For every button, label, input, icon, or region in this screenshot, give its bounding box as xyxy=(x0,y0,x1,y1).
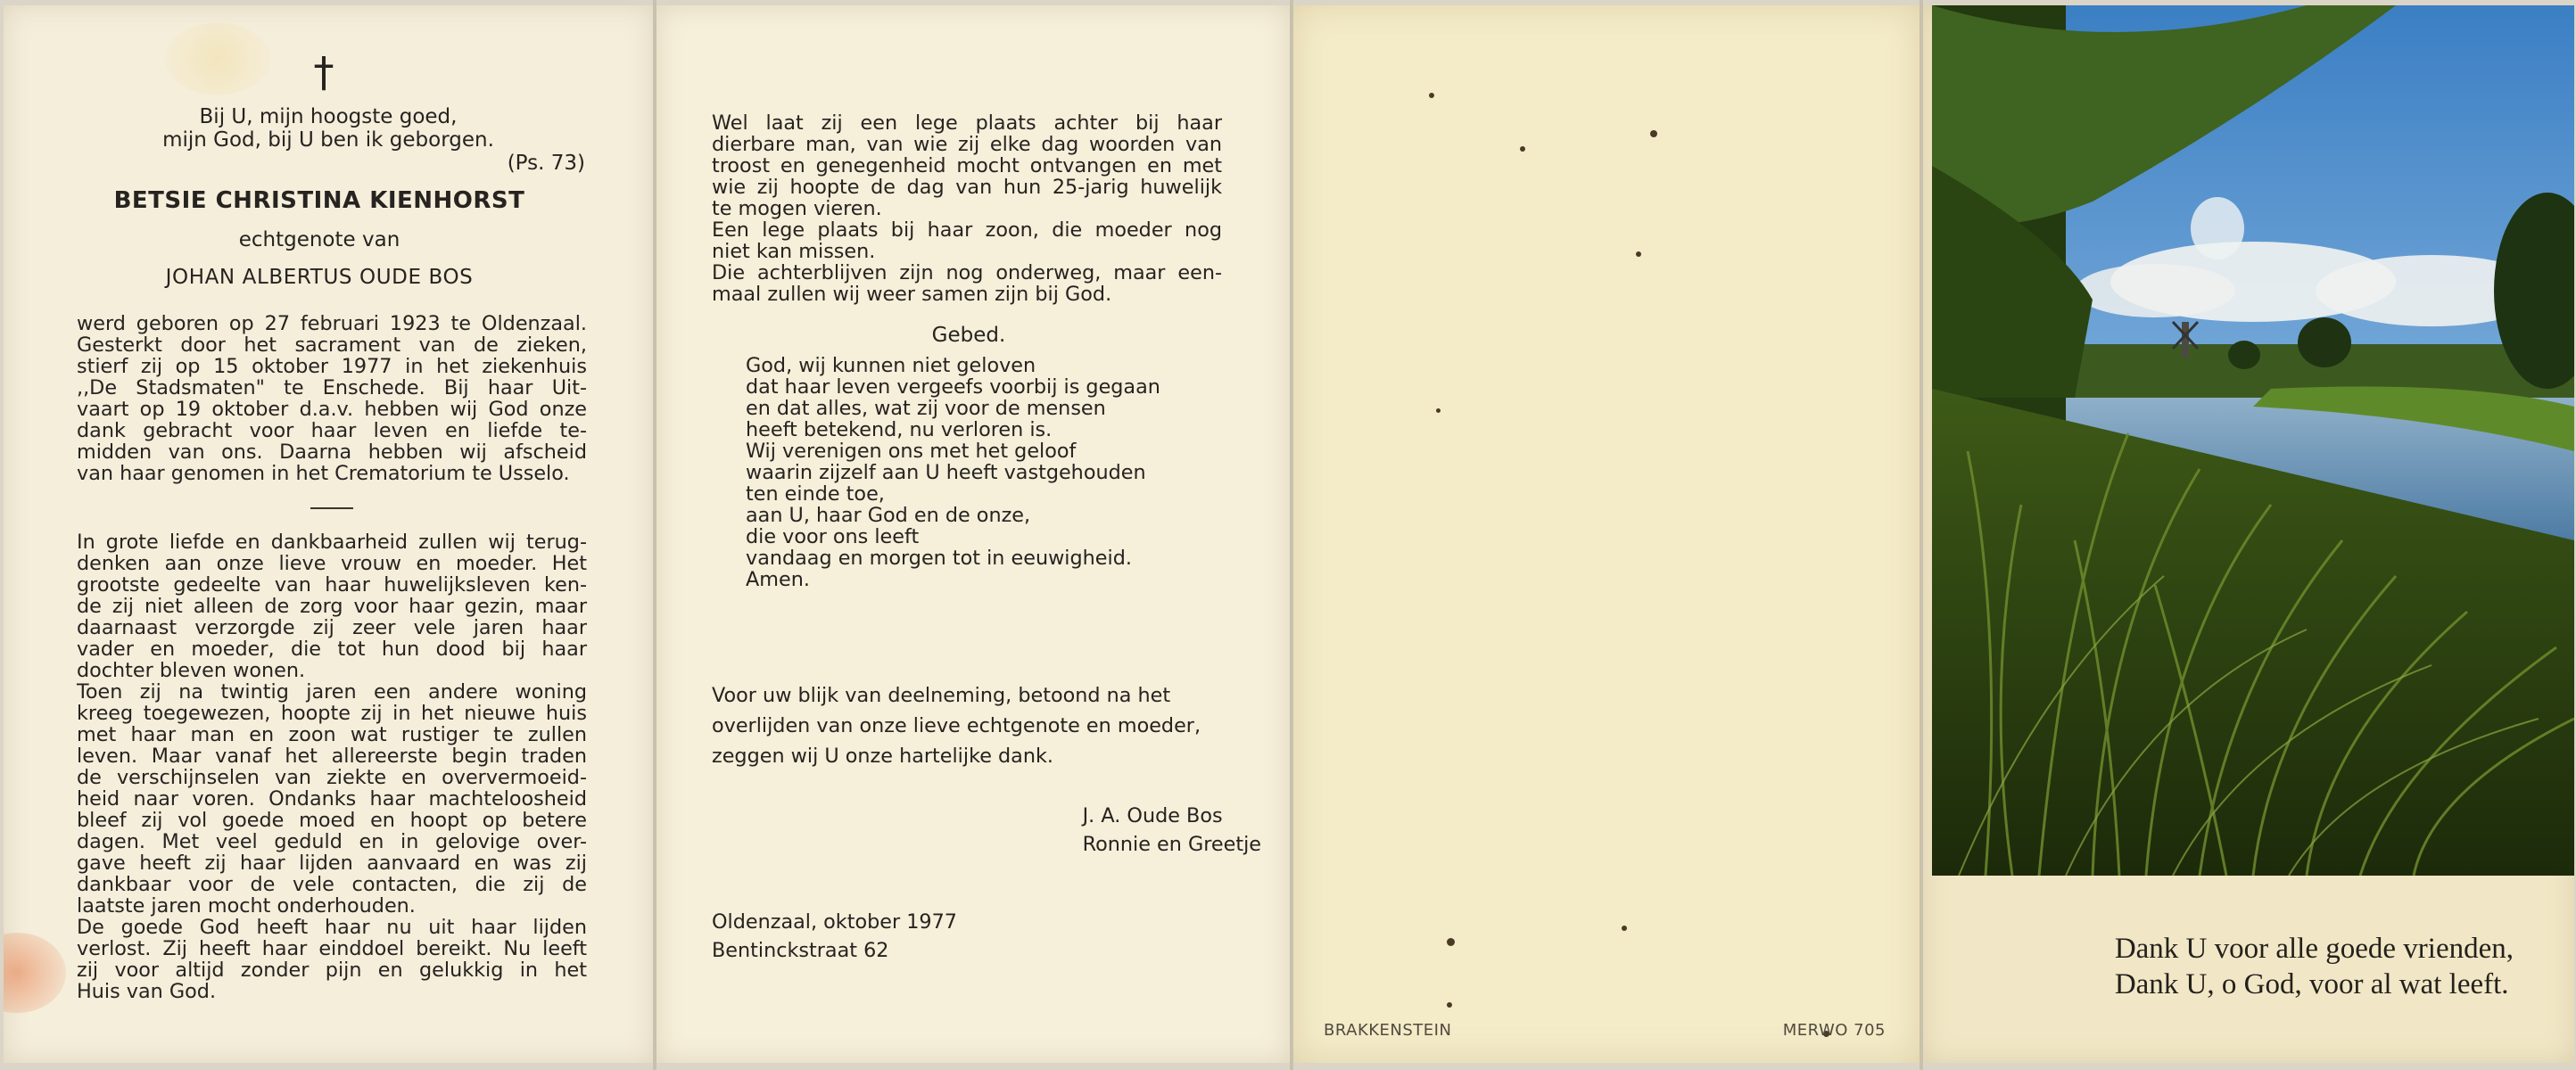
verse-line: Dank U voor alle goede vrienden, xyxy=(2114,933,2514,965)
street-address: Bentinckstraat 62 xyxy=(712,939,889,962)
psalm-reference: (Ps. 73) xyxy=(507,152,585,175)
landscape-photo xyxy=(1932,5,2574,876)
text-line: bleef zij vol goede moed en hoopt op betere xyxy=(77,809,587,832)
verse-line: Dank U, o God, voor al wat leeft. xyxy=(2114,968,2509,1000)
stain-mark xyxy=(4,933,66,1013)
text-line: vaart op 19 oktober d.a.v. hebben wij God onze xyxy=(77,398,587,421)
text-line: stierf zij op 15 oktober 1977 in het ziekenhuis xyxy=(77,355,587,378)
biography-paragraph xyxy=(77,313,587,484)
text-line: verlost. Zij heeft haar einddoel bereikt. Nu leeft xyxy=(77,937,587,960)
spouse-name: JOHAN ALBERTUS OUDE BOS xyxy=(165,266,474,289)
text-line: dank gebracht voor haar leven en liefde te- xyxy=(77,419,587,442)
prayer-line: heeft betekend, nu verloren is. xyxy=(746,418,1053,441)
prayer-line: vandaag en morgen tot in eeuwigheid. xyxy=(746,547,1132,570)
text-line: In grote liefde en dankbaarheid zullen wij terug- xyxy=(77,531,587,554)
cross-icon: † xyxy=(313,48,334,96)
spot-mark xyxy=(1436,408,1441,413)
prayer-text xyxy=(746,355,1160,590)
text-line: zij voor altijd zonder pijn en gelukkig in het xyxy=(77,959,587,982)
psalm-line: mijn God, bij U ben ik geborgen. xyxy=(162,128,494,152)
text-line: Wel laat zij een lege plaats achter bij haar xyxy=(712,111,1222,135)
text-line: de verschijnselen van ziekte en oververmoeid- xyxy=(77,766,587,789)
prayer-line: en dat alles, wat zij voor de mensen xyxy=(746,397,1106,420)
text-line: dochter bleven wonen. xyxy=(77,659,306,682)
text-line: Toen zij na twintig jaren een andere woning xyxy=(77,680,587,704)
prayer-line: Amen. xyxy=(746,568,810,591)
place-date: Oldenzaal, oktober 1977 xyxy=(712,910,957,934)
text-line: Huis van God. xyxy=(77,980,217,1003)
family-paragraph xyxy=(712,112,1222,305)
text-line: van haar genomen in het Crematorium te Usselo. xyxy=(77,462,570,485)
signature-block xyxy=(1083,802,1261,859)
prayer-line: aan U, haar God en de onze, xyxy=(746,504,1031,527)
divider xyxy=(310,507,353,509)
memory-paragraph xyxy=(77,531,587,1002)
text-line: Die achterblijven zijn nog onderweg, maar een- xyxy=(712,261,1222,284)
signer-name: J. A. Oude Bos xyxy=(1082,804,1223,827)
text-line: werd geboren op 27 februari 1923 te Oldenzaal. xyxy=(77,312,587,335)
card-panel-back xyxy=(1293,5,1920,1063)
prayer-title: Gebed. xyxy=(931,324,1006,347)
text-line: midden van ons. Daarna hebben wij afscheid xyxy=(77,440,587,464)
prayer-line: ten einde toe, xyxy=(746,482,885,506)
text-line: denken aan onze lieve vrouw en moeder. Het xyxy=(77,552,587,575)
text-line: daarnaast verzorgde zij zeer vele jaren haar xyxy=(77,616,587,639)
prayer-line: dat haar leven vergeefs voorbij is gegaan xyxy=(746,375,1160,399)
place-and-address xyxy=(712,908,957,965)
text-line: overlijden van onze lieve echtgenote en moeder, xyxy=(712,714,1201,737)
spot-mark xyxy=(1650,130,1657,137)
text-line: Gesterkt door het sacrament van de zieken, xyxy=(77,333,587,357)
text-line: Een lege plaats bij haar zoon, die moeder nog xyxy=(712,218,1222,242)
text-line: dierbare man, van wie zij elke dag woorden van xyxy=(712,133,1222,156)
prayer-line: God, wij kunnen niet geloven xyxy=(746,354,1036,377)
spouse-title: echtgenote van xyxy=(238,228,400,251)
header-block xyxy=(4,48,653,289)
text-line: met haar man en zoon wat rustiger te zullen xyxy=(77,723,587,746)
card-panel-inner xyxy=(656,5,1290,1063)
text-line: gave heeft zij haar lijden aanvaard en was zij xyxy=(77,852,587,875)
text-line: wie zij hoopte de dag van hun 25-jarig huwelijk xyxy=(712,176,1222,199)
text-line: zeggen wij U onze hartelijke dank. xyxy=(712,745,1053,768)
signer-name: Ronnie en Greetje xyxy=(1082,833,1261,856)
card-panel-cover xyxy=(1923,5,2574,1063)
text-line: vader en moeder, die tot hun dood bij haar xyxy=(77,638,587,661)
text-line: heid naar voren. Ondanks haar machteloosheid xyxy=(77,787,587,811)
text-line: laatste jaren mocht onderhouden. xyxy=(77,894,416,918)
text-line: dagen. Met veel geduld en in gelovige over- xyxy=(77,830,587,853)
prayer-line: die voor ons leeft xyxy=(746,525,920,548)
spot-mark xyxy=(1429,93,1434,98)
text-line: leven. Maar vanaf het allereerste begin traden xyxy=(77,745,587,768)
text-line: ,,De Stadsmaten" te Enschede. Bij haar Uit- xyxy=(77,376,587,399)
spot-mark xyxy=(1636,251,1641,257)
text-line: maal zullen wij weer samen zijn bij God. xyxy=(712,283,1112,306)
text-line: dankbaar voor de vele contacten, die zij de xyxy=(77,873,587,896)
deceased-name: BETSIE CHRISTINA KIENHORST xyxy=(113,187,525,214)
text-line: Voor uw blijk van deelneming, betoond na het xyxy=(712,684,1171,707)
spot-mark xyxy=(1622,926,1627,931)
psalm-line: Bij U, mijn hoogste goed, xyxy=(199,105,458,128)
prayer-line: waarin zijzelf aan U heeft vastgehouden xyxy=(746,461,1146,484)
card-panel-front-left xyxy=(4,5,653,1063)
thanks-message xyxy=(712,680,1201,771)
text-line: te mogen vieren. xyxy=(712,197,882,220)
psalm-quote xyxy=(4,105,653,152)
text-line: niet kan missen. xyxy=(712,240,876,263)
spot-mark xyxy=(1520,146,1525,152)
spot-mark xyxy=(1447,938,1455,946)
text-line: troost en genegenheid mocht ontvangen en met xyxy=(712,154,1222,177)
closing-verse xyxy=(2115,931,2514,1002)
spot-mark xyxy=(1447,1002,1452,1008)
publisher-label: BRAKKENSTEIN xyxy=(1324,1021,1452,1040)
text-line: grootste gedeelte van haar huwelijksleven ken- xyxy=(77,573,587,597)
text-line: De goede God heeft haar nu uit haar lijden xyxy=(77,916,587,939)
prayer-line: Wij verenigen ons met het geloof xyxy=(746,440,1077,463)
text-line: kreeg toegewezen, hoopte zij in het nieuwe huis xyxy=(77,702,587,725)
text-line: de zij niet alleen de zorg voor haar gezin, maar xyxy=(77,595,587,618)
catalog-number: MERWO 705 xyxy=(1782,1021,1886,1040)
landscape-image xyxy=(1932,5,2574,876)
